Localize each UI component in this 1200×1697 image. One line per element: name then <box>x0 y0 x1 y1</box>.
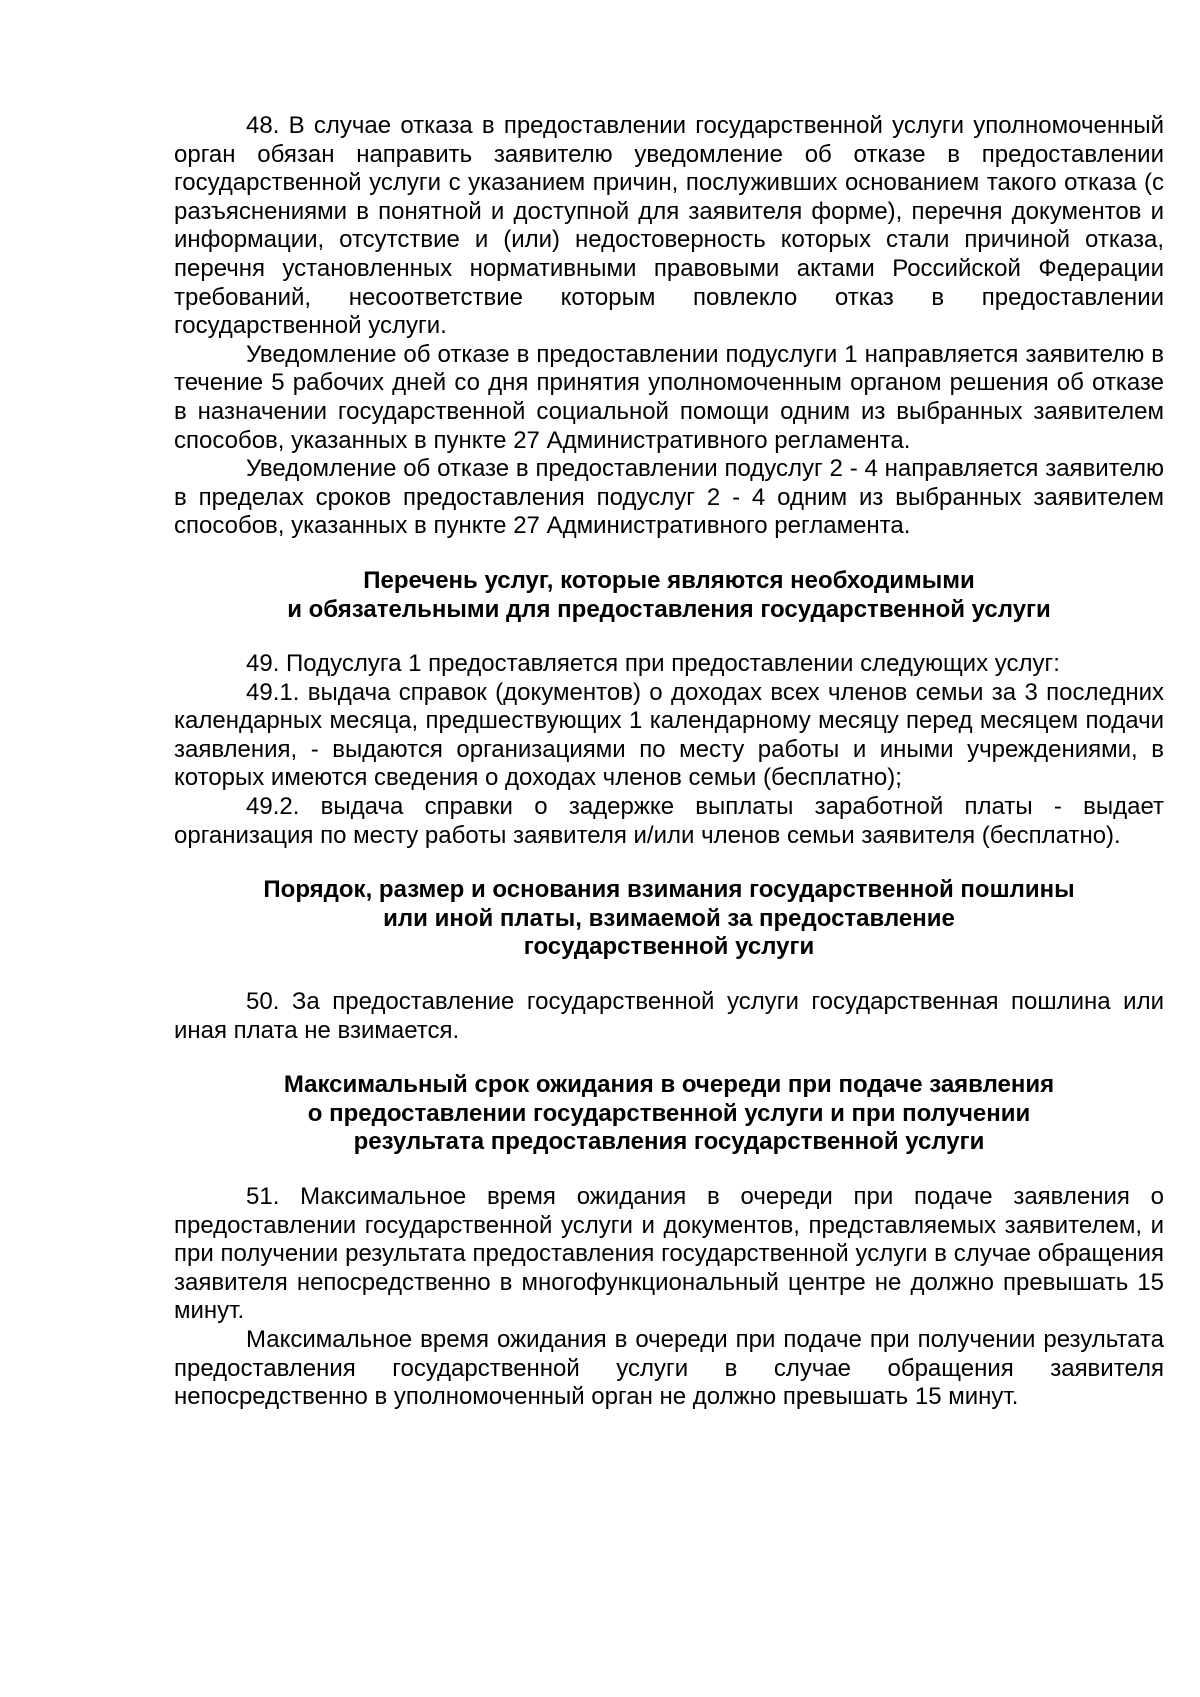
heading-line: результата предоставления государственной услуги <box>353 1128 985 1156</box>
paragraph-49-2: 49.2. выдача справки о задержке выплаты заработной платы - выдает организация по месту работы заявителя и/или членов семьи заявителя (бесплатно). <box>174 793 1164 849</box>
heading-line: или иной платы, взимаемой за предоставление <box>383 904 955 932</box>
heading-line: и обязательными для предоставления государственной услуги <box>287 595 1051 623</box>
paragraph-51-second: Максимальное время ожидания в очереди при подаче при получении результата предоставления государственной услуги в случае обращения заявителя непосредственно в уполномоченный орган не должно превышать 15 минут. <box>174 1325 1164 1411</box>
paragraph-48: 48. В случае отказа в предоставлении государственной услуги уполномоченный орган обязан направить заявителю уведомление об отказе в предоставлении государственной услуги с указанием причин, послуживших основанием такого отказа (с разъяснениями в понятной и доступной для заявителя форме), перечня документов и информации, отсутствие и (или) недостоверность которых стали причиной отказа, перечня установленных нормативными правовыми актами Российской Федерации требований, несоответствие которым повлекло отказ в предоставлении государственной услуги. <box>174 112 1164 340</box>
paragraph-49-intro: 49. Подуслуга 1 предоставляется при предоставлении следующих услуг: <box>246 650 1060 678</box>
heading-line: о предоставлении государственной услуги и при получении <box>307 1099 1031 1127</box>
heading-line: государственной услуги <box>523 933 815 961</box>
heading-state-fee <box>174 876 1164 962</box>
paragraph-50: 50. За предоставление государственной услуги государственная пошлина или иная плата не взимается. <box>174 988 1164 1044</box>
heading-line: Порядок, размер и основания взимания государственной пошлины <box>263 876 1075 904</box>
heading-line: Перечень услуг, которые являются необходимыми <box>363 566 975 594</box>
heading-line: Максимальный срок ожидания в очереди при подаче заявления <box>283 1071 1055 1099</box>
heading-required-services <box>174 567 1164 624</box>
paragraph-51: 51. Максимальное время ожидания в очереди при подаче заявления о предоставлении государственной услуги и документов, представляемых заявителем, и при получении результата предоставления государственной услуги в случае обращения заявителя непосредственно в многофункциональный центре не должно превышать 15 минут. <box>174 1183 1164 1325</box>
document-page <box>174 112 1164 1412</box>
paragraph-49-1: 49.1. выдача справок (документов) о доходах всех членов семьи за 3 последних календарных месяца, предшествующих 1 календарному месяцу перед месяцем подачи заявления, - выдаются организациями по месту работы и иными учреждениями, в которых имеются сведения о доходах членов семьи (бесплатно); <box>174 678 1164 792</box>
paragraph-48-notice-subservice-1: Уведомление об отказе в предоставлении подуслуги 1 направляется заявителю в течение 5 рабочих дней со дня принятия уполномоченным органом решения об отказе в назначении государственной социальной помощи одним из выбранных заявителем способов, указанных в пункте 27 Административного регламента. <box>174 340 1164 454</box>
paragraph-48-notice-subservices-2-4: Уведомление об отказе в предоставлении подуслуг 2 - 4 направляется заявителю в пределах сроков предоставления подуслуг 2 - 4 одним из выбранных заявителем способов, указанных в пункте 27 Административного регламента. <box>174 455 1164 540</box>
heading-queue-time <box>174 1071 1164 1157</box>
